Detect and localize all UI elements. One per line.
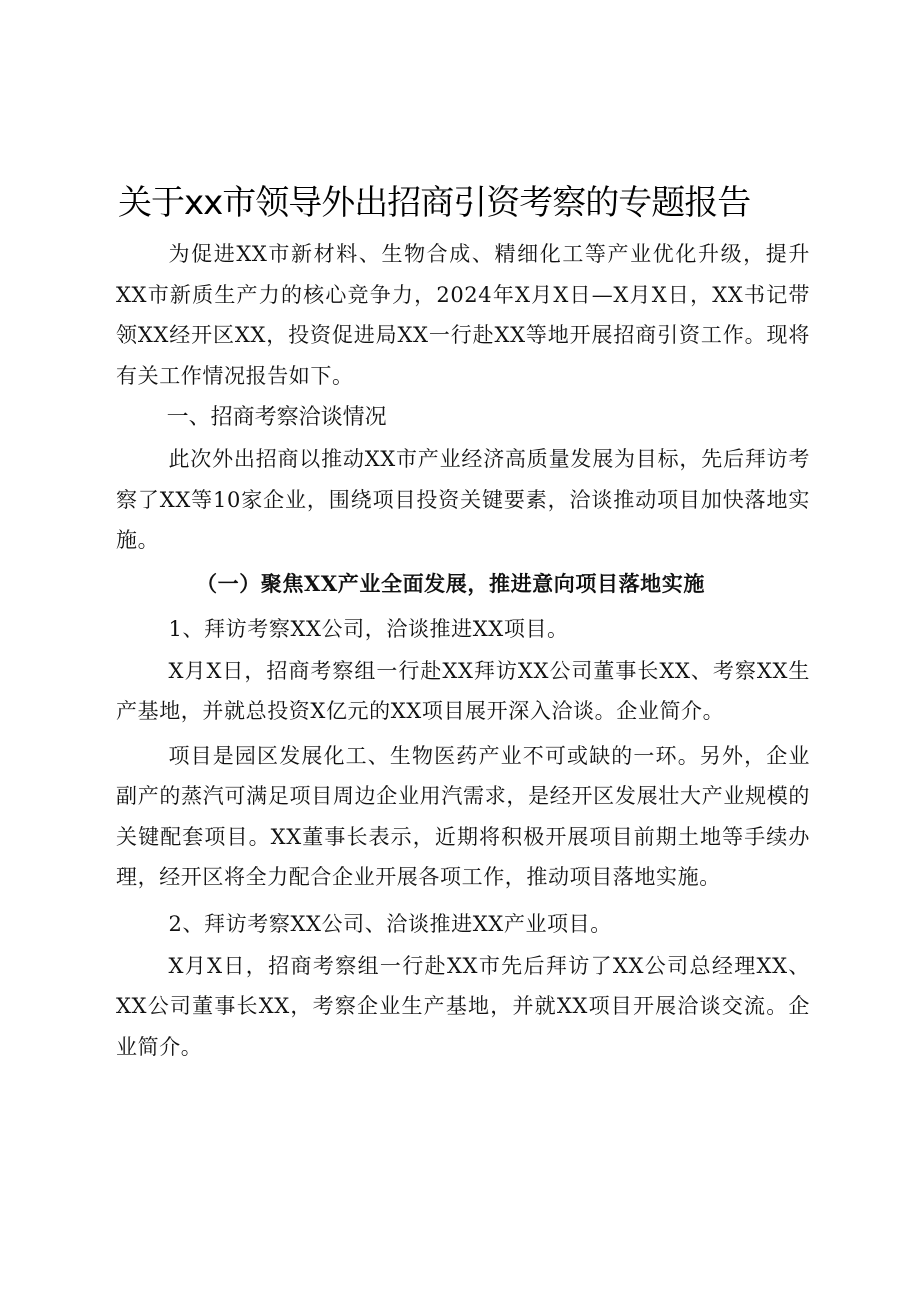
section-heading: 一、招商考察洽谈情况 xyxy=(166,405,387,430)
item-2-paragraph-1: X月X日，招商考察组一行赴XX市先后拜访了XX公司总经理XX、XX公司董事长XX，考察企业生产基地，并就XX项目开展洽谈交流。企业简介。 xyxy=(116,953,810,1059)
item-1-title: 1、拜访考察XX公司，洽谈推进XX项目。 xyxy=(168,616,569,641)
item-1-paragraph-2: 项目是园区发展化工、生物医药产业不可或缺的一环。另外，企业副产的蒸汽可满足项目周边企业用汽需求，是经开区发展壮大产业规模的关键配套项目。XX董事长表示，近期将积极开展项目前期土地等手续办理，经开区将全力配合企业开展各项工作，推动项目落地实施。 xyxy=(116,743,810,889)
subsection-heading: （一）聚焦XX产业全面发展，推进意向项目落地实施 xyxy=(196,570,705,596)
item-1-paragraph-1: X月X日，招商考察组一行赴XX拜访XX公司董事长XX、考察XX生产基地，并就总投资X亿元的XX项目展开深入洽谈。企业简介。 xyxy=(116,658,810,723)
item-2-title: 2、拜访考察XX公司、洽谈推进XX产业项目。 xyxy=(168,911,612,936)
section-summary-paragraph: 此次外出招商以推动XX市产业经济高质量发展为目标，先后拜访考察了XX等10家企业，围绕项目投资关键要素，洽谈推动项目加快落地实施。 xyxy=(116,447,810,552)
intro-paragraph: 为促进XX市新材料、生物合成、精细化工等产业优化升级，提升XX市新质生产力的核心竞争力，2024年X月X日—X月X日，XX书记带领XX经开区XX，投资促进局XX一行赴XX等地开展招商引资工作。现将有关工作情况报告如下。 xyxy=(116,242,810,388)
document-body xyxy=(116,234,810,1067)
document-title: 关于xx市领导外出招商引资考察的专题报告 xyxy=(118,183,751,223)
